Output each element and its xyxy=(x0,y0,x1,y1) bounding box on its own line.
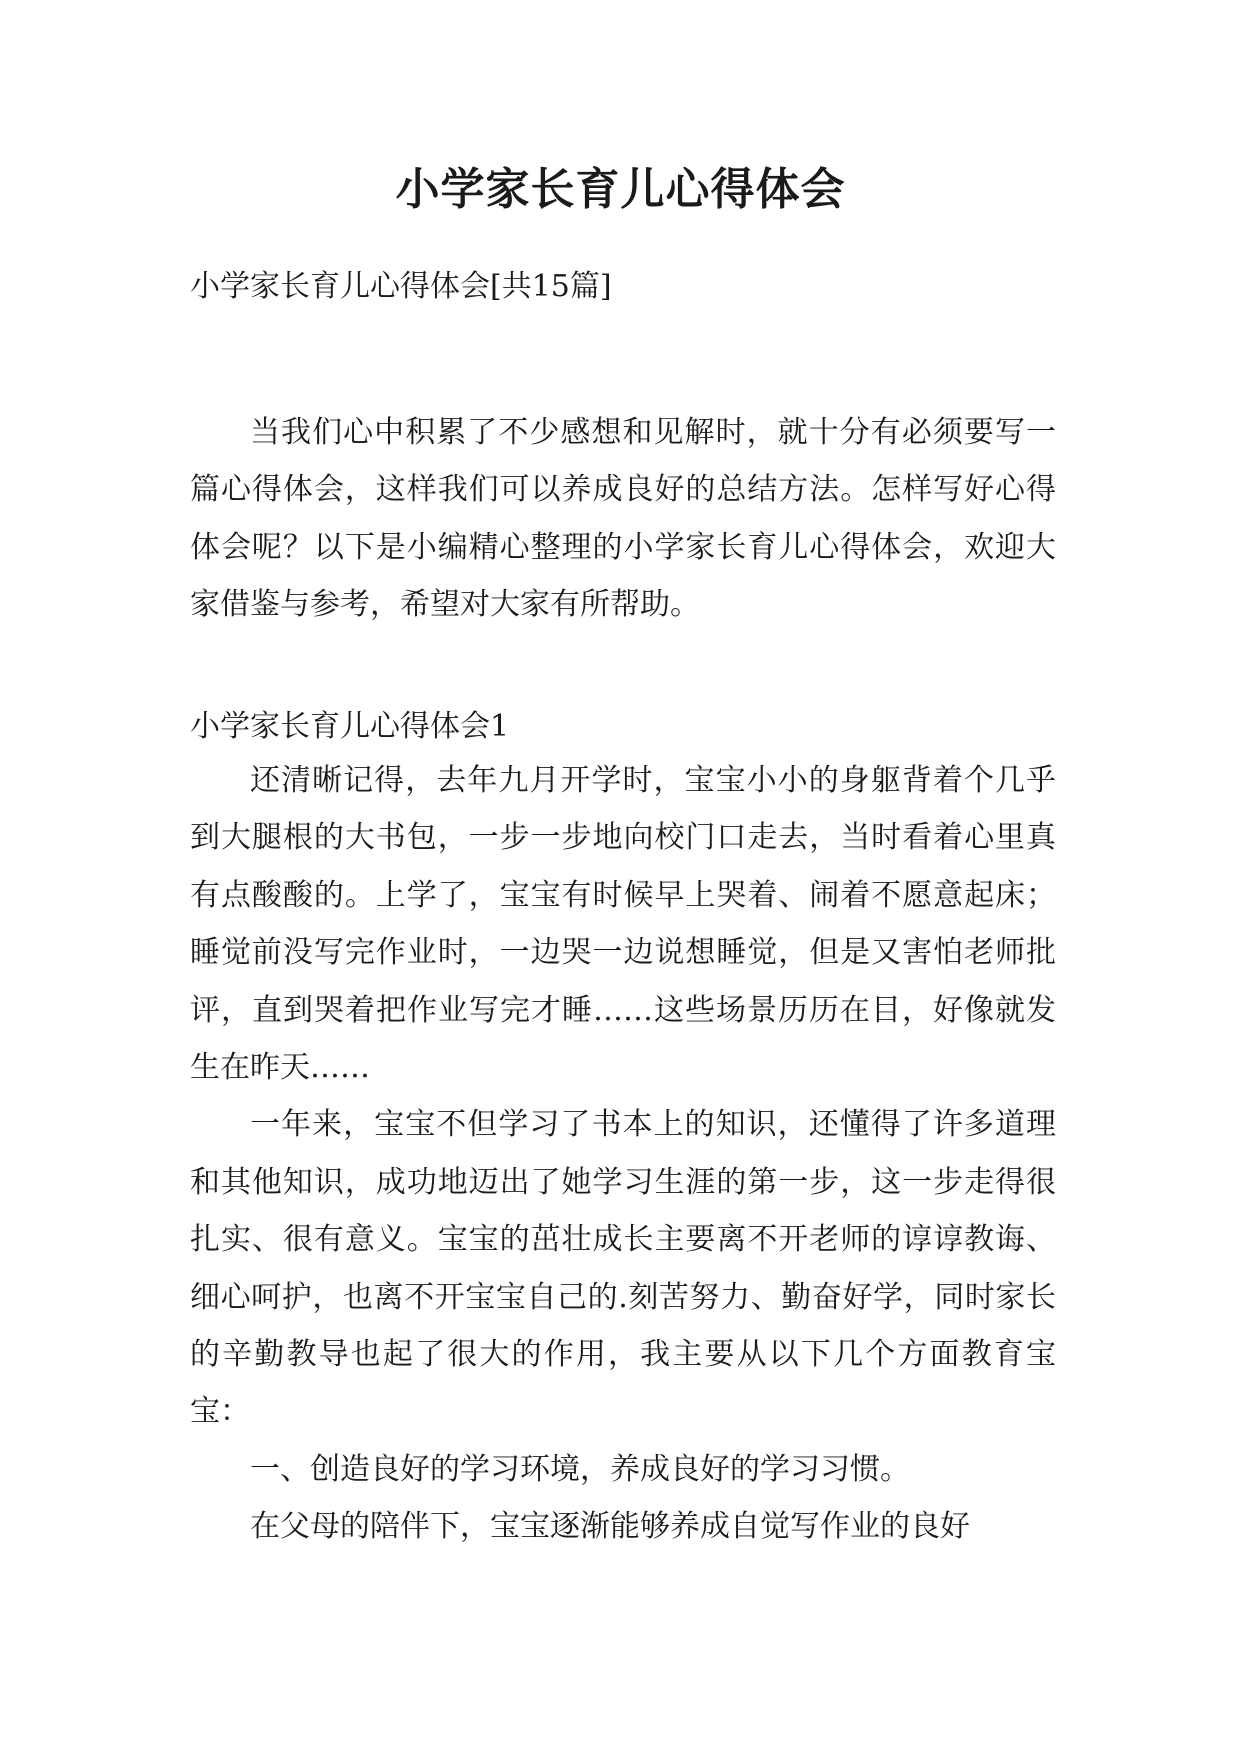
intro-paragraph: 当我们心中积累了不少感想和见解时，就十分有必须要写一篇心得体会，这样我们可以养成良好的总结方法。怎样写好心得体会呢？以下是小编精心整理的小学家长育儿心得体会，欢迎大家借鉴与参考，希望对大家有所帮助。 xyxy=(190,415,1056,623)
body-paragraph: 一年来，宝宝不但学习了书本上的知识，还懂得了许多道理和其他知识，成功地迈出了她学习生涯的第一步，这一步走得很扎实、很有意义。宝宝的茁壮成长主要离不开老师的谆谆教诲、细心呵护，也离不开宝宝自己的.刻苦努力、勤奋好学，同时家长的辛勤教导也起了很大的作用，我主要从以下几个方面教育宝宝： xyxy=(190,1107,1056,1430)
document-subtitle: 小学家长育儿心得体会[共15篇] xyxy=(190,269,612,304)
body-paragraph: 还清晰记得，去年九月开学时，宝宝小小的身躯背着个几乎到大腿根的大书包，一步一步地向校门口走去，当时看着心里真有点酸酸的。上学了，宝宝有时候早上哭着、闹着不愿意起床；睡觉前没写完作业时，一边哭一边说想睡觉，但是又害怕老师批评，直到哭着把作业写完才睡……这些场景历历在目，好像就发生在昨天…… xyxy=(190,763,1056,1086)
section-body xyxy=(190,752,1056,1556)
body-paragraph: 一、创造良好的学习环境，养成良好的学习习惯。 xyxy=(250,1451,910,1487)
body-paragraph: 在父母的陪伴下，宝宝逐渐能够养成自觉写作业的良好 xyxy=(250,1509,970,1545)
section-heading: 小学家长育儿心得体会1 xyxy=(190,709,510,744)
document-title: 小学家长育儿心得体会 xyxy=(395,164,846,215)
intro-paragraph-block xyxy=(190,404,1056,634)
